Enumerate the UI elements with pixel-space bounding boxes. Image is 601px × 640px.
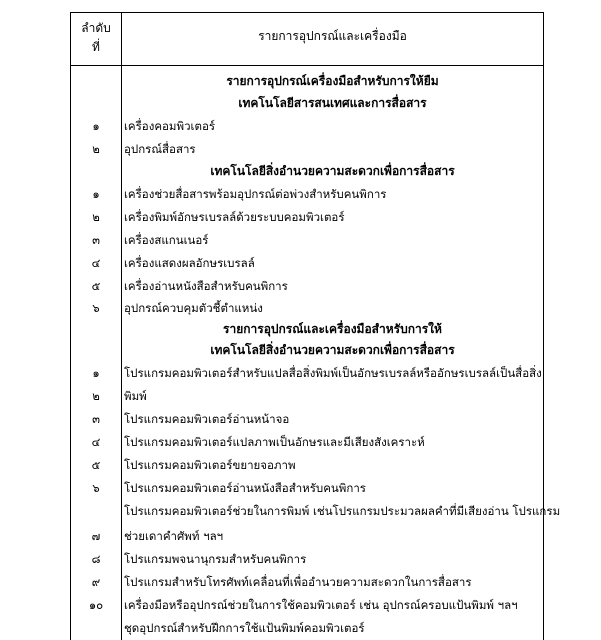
- row-text: โปรแกรมสำหรับโทรศัพท์เคลื่อนที่เพื่ออำนวยความสะดวกในการสื่อสาร: [124, 575, 472, 589]
- row-text: ช่วยเดาคำศัพท์ ฯลฯ: [124, 529, 224, 543]
- equipment-table: [70, 12, 561, 640]
- table-row: [71, 385, 543, 407]
- table-row: [71, 571, 543, 593]
- row-number: ๙: [91, 575, 101, 589]
- row-text: โปรแกรมคอมพิวเตอร์ขยายจอภาพ: [124, 458, 296, 472]
- table-row: [71, 229, 543, 251]
- row-number: ๒: [92, 210, 100, 224]
- row-text: เครื่องมือหรืออุปกรณ์ช่วยในการใช้คอมพิวเตอร์ เช่น อุปกรณ์ครอบแป้นพิมพ์ ฯลฯ: [124, 598, 518, 612]
- row-number: ๓: [92, 412, 100, 426]
- row-number: ๒: [92, 142, 100, 156]
- table-row: [71, 500, 561, 522]
- section-heading: [71, 70, 543, 92]
- row-number: ๖: [92, 481, 100, 495]
- row-text: โปรแกรมคอมพิวเตอร์อ่านหน้าจอ: [124, 412, 290, 426]
- table-row: [71, 525, 543, 547]
- table-row: [71, 115, 543, 137]
- row-number: ๑: [92, 119, 100, 133]
- table-row: [71, 183, 543, 205]
- row-number: ๑๐: [88, 598, 104, 612]
- row-text: เครื่องพิมพ์อักษรเบรลล์ด้วยระบบคอมพิวเตอร์: [124, 210, 345, 224]
- row-number: ๔: [91, 256, 101, 270]
- row-text: โปรแกรมพจนานุกรมสำหรับคนพิการ: [124, 552, 307, 566]
- table-row: [71, 206, 543, 228]
- table-row: [71, 594, 543, 616]
- header-number-label: [71, 19, 121, 57]
- row-number: ๕: [91, 458, 101, 472]
- section-heading: [71, 339, 543, 361]
- row-text: อุปกรณ์สื่อสาร: [124, 142, 196, 156]
- table-row: [71, 477, 543, 499]
- row-text: อุปกรณ์ควบคุมตัวชี้ตำแหน่ง: [124, 301, 263, 315]
- row-text: โปรแกรมคอมพิวเตอร์แปลภาพเป็นอักษรและมีเสียงสังเคราะห์: [124, 435, 425, 449]
- row-number: ๕: [91, 279, 101, 293]
- row-number: ๑: [92, 366, 100, 380]
- table-row: [71, 548, 543, 570]
- row-text: เครื่องช่วยสื่อสารพร้อมอุปกรณ์ต่อพ่วงสำหรับคนพิการ: [124, 187, 387, 201]
- header-title: รายการอุปกรณ์และเครื่องมือ: [258, 29, 407, 43]
- row-text: โปรแกรมคอมพิวเตอร์สำหรับแปลสื่อสิ่งพิมพ์เป็นอักษรเบรลล์หรืออักษรเบรลล์เป็นสื่อสิ่ง: [124, 366, 542, 380]
- section-heading: [71, 160, 543, 182]
- row-number: ๔: [91, 435, 101, 449]
- section-heading: [71, 92, 543, 114]
- row-number: ๗: [91, 529, 101, 543]
- row-number: ๖: [92, 301, 100, 315]
- row-number: ๓: [92, 233, 100, 247]
- table-row: [71, 275, 543, 297]
- row-text: เครื่องสแกนเนอร์: [124, 233, 209, 247]
- header-number-line1: ลำดับ: [81, 21, 111, 35]
- row-text: เครื่องอ่านหนังสือสำหรับคนพิการ: [124, 279, 288, 293]
- row-text: เครื่องคอมพิวเตอร์: [124, 119, 216, 133]
- section-heading: [71, 318, 543, 340]
- table-row: [71, 617, 543, 639]
- table-row: [71, 362, 543, 384]
- table-row: [71, 408, 543, 430]
- section-heading-text: รายการอุปกรณ์และเครื่องมือสำหรับการให้: [223, 322, 442, 336]
- section-heading-text: เทคโนโลยีสารสนเทศและการสื่อสาร: [238, 96, 427, 110]
- section-heading-text: เทคโนโลยีสิ่งอำนวยความสะดวกเพื่อการสื่อสาร: [210, 343, 455, 357]
- row-number: ๘: [91, 552, 101, 566]
- row-number: ๑: [92, 187, 100, 201]
- row-number: ๒: [92, 389, 100, 403]
- row-text: เครื่องแสดงผลอักษรเบรลล์: [124, 256, 255, 270]
- header-divider: [71, 65, 543, 66]
- row-text: โปรแกรมคอมพิวเตอร์อ่านหนังสือสำหรับคนพิการ: [124, 481, 366, 495]
- section-heading-text: เทคโนโลยีสิ่งอำนวยความสะดวกเพื่อการสื่อสาร: [210, 164, 455, 178]
- table-row: [71, 138, 543, 160]
- section-heading-text: รายการอุปกรณ์เครื่องมือสำหรับการให้ยืม: [226, 74, 439, 88]
- header-number-line2: ที่: [92, 40, 100, 54]
- table-row: [71, 431, 543, 453]
- table-row: [71, 297, 543, 319]
- row-text: พิมพ์: [124, 389, 147, 403]
- table-row: [71, 252, 543, 274]
- table-row: [71, 454, 543, 476]
- row-text: ชุดอุปกรณ์สำหรับฝึกการใช้แป้นพิมพ์คอมพิวเตอร์: [124, 621, 365, 635]
- row-text: โปรแกรมคอมพิวเตอร์ช่วยในการพิมพ์ เช่นโปรแกรมประมวลผลคำที่มีเสียงอ่าน โปรแกรม: [124, 504, 561, 518]
